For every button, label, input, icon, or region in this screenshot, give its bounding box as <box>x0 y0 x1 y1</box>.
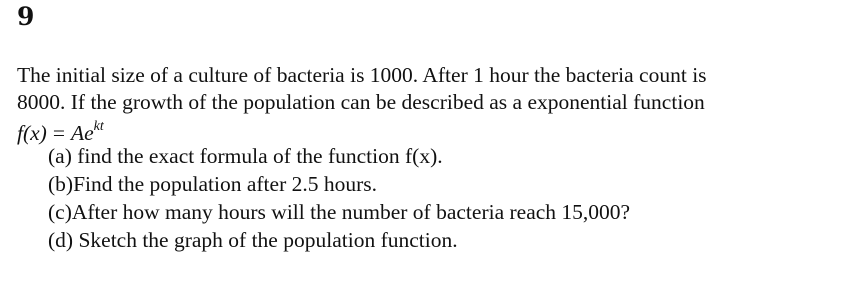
formula-exponent: kt <box>93 119 104 134</box>
problem-statement-line-2: 8000. If the growth of the population can be described as a exponential function <box>17 90 705 114</box>
problem-number: 9 <box>17 2 35 31</box>
function-formula <box>17 114 104 146</box>
question-a: (a) find the exact formula of the function f(x). <box>48 144 443 168</box>
formula-equals: = <box>52 121 65 145</box>
question-c: (c)After how many hours will the number of bacteria reach 15,000? <box>48 200 631 224</box>
question-d: (d) Sketch the graph of the population function. <box>48 228 458 252</box>
formula-base: Ae <box>70 121 94 145</box>
question-b: (b)Find the population after 2.5 hours. <box>48 172 378 196</box>
formula-lhs: f(x) <box>17 121 47 145</box>
problem-statement-line-1: The initial size of a culture of bacteria is 1000. After 1 hour the bacteria count is <box>17 63 707 87</box>
